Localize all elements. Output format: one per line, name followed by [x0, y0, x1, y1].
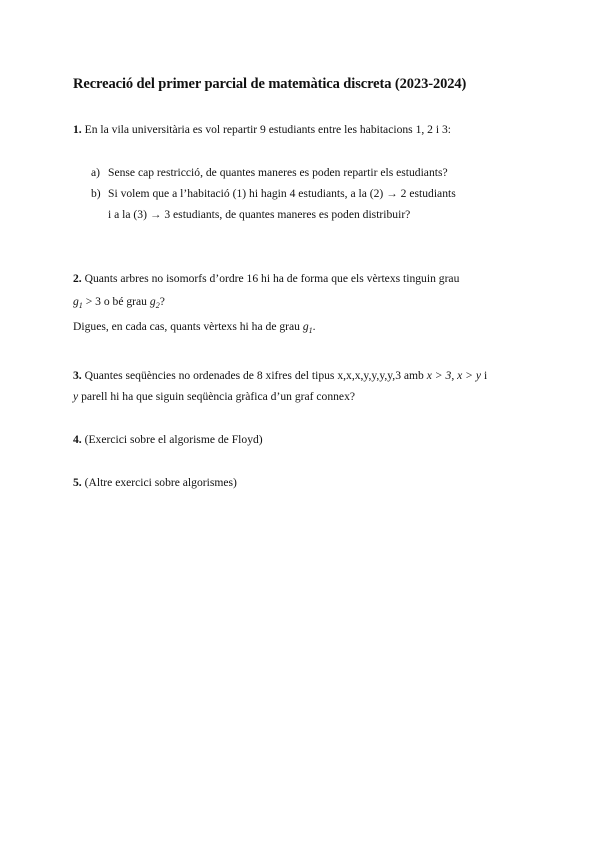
subscript-1: 1 [78, 301, 83, 310]
question-3-text-line1a: Quantes seqüències no ordenades de 8 xifres del tipus x,x,x,y,y,y,y,3 amb [84, 369, 424, 382]
question-2-text-line2b: ? [159, 295, 165, 308]
question-3-condition: x > 3, x > y [426, 369, 482, 382]
question-1a-text: Sense cap restricció, de quantes maneres es poden repartir els estudiants? [108, 166, 448, 179]
question-4-number: 4. [73, 433, 82, 446]
question-1a-marker: a) [91, 166, 101, 179]
question-1-text: En la vila universitària es vol repartir 9 estudiants entre les habitacions 1, 2 i 3: [84, 123, 451, 136]
question-5-text: (Altre exercici sobre algorismes) [84, 476, 237, 489]
subscript-2: 2 [155, 301, 160, 310]
question-1-number: 1. [73, 123, 82, 136]
question-2-text-line3: Digues, en cada cas, quants vèrtexs hi ha de grau [73, 320, 300, 333]
question-2-text-line3-end: . [312, 320, 316, 333]
question-2-text-line1: Quants arbres no isomorfs d’ordre 16 hi ha de forma que els vèrtexs tinguin grau [84, 272, 460, 285]
math-g-symbol: g [302, 320, 309, 333]
question-5-number: 5. [73, 476, 82, 489]
question-2-line1 [73, 272, 459, 285]
page-title: Recreació del primer parcial de matemàtica discreta (2023-2024) [73, 76, 467, 92]
subscript-1: 1 [308, 326, 313, 335]
question-4-text: (Exercici sobre el algorisme de Floyd) [84, 433, 263, 446]
question-1b-text-line2: i a la (3) → 3 estudiants, de quantes maneres es poden distribuir? [108, 208, 411, 221]
math-g-symbol: g [149, 295, 156, 308]
question-3-line2 [73, 390, 355, 403]
question-1b-marker: b) [91, 187, 101, 200]
question-3-text-line1b: i [483, 369, 488, 382]
question-5 [73, 476, 237, 489]
question-2-number: 2. [73, 272, 82, 285]
question-2-text-line2a: > 3 o bé grau [85, 295, 147, 308]
question-3-line1 [73, 369, 487, 382]
math-y-symbol: y [73, 390, 79, 403]
question-1 [73, 123, 451, 136]
question-2-line2 [73, 295, 165, 310]
question-1b-text-line1: Si volem que a l’habitació (1) hi hagin 4 estudiants, a la (2) → 2 estudiants [108, 187, 456, 200]
question-3-text-line2: parell hi ha que siguin seqüència gràfica d’un graf connex? [81, 390, 356, 403]
question-2-line3 [73, 320, 316, 335]
question-3-number: 3. [73, 369, 82, 382]
question-4 [73, 433, 263, 446]
math-g-symbol: g [73, 295, 79, 308]
